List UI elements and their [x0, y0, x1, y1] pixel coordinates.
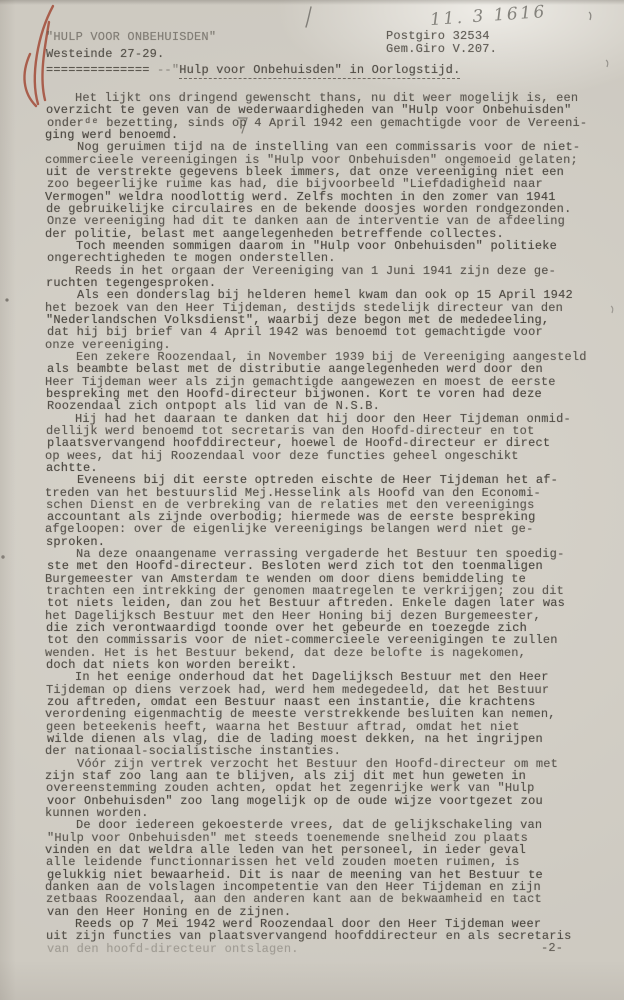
title-prefix: --" — [149, 63, 180, 77]
text-line: Reeds op 7 Mei 1942 werd Roozendaal door den Heer Tijdeman weer — [75, 916, 542, 931]
org-name: "HULP VOOR ONBEHUISDEN" — [46, 30, 217, 44]
postgiro-number: Postgiro 32534 — [386, 29, 490, 43]
text-line: uit zijn functies van plaatsvervangend hoofddirecteur en als secretaris — [46, 929, 572, 944]
text-line: In het eenige onderhoud dat het Dagelijksch Bestuur met den Heer — [75, 670, 549, 685]
text-line: geen beteekenis heeft, waarna het Bestuur aftrad, omdat het niet — [46, 719, 520, 734]
text-line: Als een donderslag bij helderen hemel kwam dan ook op 15 April 1942 — [77, 288, 573, 303]
text-line: treden van het bestuurslid Mej.Hesselink als Hoofd van den Economi- — [45, 485, 541, 500]
text-line: ruchten tegengesproken. — [46, 275, 217, 290]
text-line: Een zekere Roozendaal, in November 1939 bij de Vereeniging aangesteld — [76, 349, 587, 364]
text-line: Heer Tijdeman weer als zijn gemachtigde aangewezen en moest de eerste — [45, 374, 556, 389]
text-line: commercieele vereenigingen is "Hulp voor Onbehuisden" ongemoeid gelaten; — [45, 152, 578, 167]
text-line: Onze vereeniging had dit te danken aan de interventie van de afdeeling — [47, 214, 566, 229]
text-line: Nog geruimen tijd na de instelling van een commissaris voor de niet- — [77, 140, 581, 155]
text-line: zetbaas Roozendaal, aan den anderen kant aan de bekwaamheid en tact — [46, 892, 542, 907]
text-line: zijn staf zoo lang aan te blijven, als zij dit met hun geweten in — [45, 769, 527, 784]
text-line: van den Heer Honing en de zijnen. — [47, 904, 292, 919]
text-line: dellijk werd benoemd tot secretaris van den Hoofd-directeur en tot — [46, 423, 535, 438]
text-line: overzicht te geven van de wederwaardigheden van "Hulp voor Onbehuisden" — [46, 103, 572, 118]
text-line: accountant als zijnde overbodig; hiermede was de eerste bespreking — [47, 510, 536, 525]
text-line: der nationaal-socialistische instanties. — [45, 744, 342, 759]
gemgiro-number: Gem.Giro V.207. — [386, 42, 498, 56]
text-line: het Dagelijksch Bestuur met den Heer Honing bij dezen Burgemeester, — [45, 608, 541, 623]
speck-mark — [1, 555, 4, 558]
text-line: Roozendaal zich ontpopt als lid van de N.S.B. — [47, 399, 381, 414]
text-line: ste met den Hoofd-directeur. Besloten werd zich tot den toenmaligen — [47, 559, 543, 574]
text-line: plaatsvervangend hoofddirecteur, hoewel de Hoofd-directeur er direct — [47, 436, 551, 451]
text-line: die zich verontwaardigd toonde over het gebeurde en toezegde zich — [46, 621, 528, 636]
text-line: kunnen worden. — [45, 806, 149, 821]
text-line: "Nederlandschen Volksdienst", waarbij deze begon met de mededeeling, — [46, 312, 550, 327]
document-body — [46, 92, 602, 955]
speck-mark — [606, 60, 608, 67]
speck-mark — [589, 12, 591, 20]
text-line: als beambte belast met de distributie aangelegenheden werd door den — [47, 362, 543, 377]
text-line: Eveneens bij dit eerste optreden eischte de Heer Tijdeman het af- — [77, 473, 559, 488]
text-line: wenden. Het is het Bestuur bekend, dat deze belofte is nagekomen, — [45, 645, 527, 660]
text-line: der politie, belast met aangelegenheden betreffende collectes. — [45, 226, 504, 241]
org-address: Westeinde 27-29. — [46, 47, 165, 61]
text-line: bespreking met den Hoofd-directeur bijwonen. Kort te voren had deze — [46, 386, 542, 401]
text-line: Na deze onaangename verrassing vergaderde het Bestuur ten spoedig- — [76, 547, 565, 562]
text-line: op wees, dat hij Roozendaal voor deze functies geheel ongeschikt — [45, 448, 519, 463]
text-line: achtte. — [46, 460, 98, 475]
text-line: wilde dienen als vlag, die de lading moest dekken, na het ingrijpen — [47, 732, 543, 747]
text-line: doch dat niets kon worden bereikt. — [46, 658, 298, 673]
handwritten-number: 11. 3 1616 — [429, 1, 548, 31]
text-line: verordening eigenmachtig de meeste verstrekkende besluiten kan nemen, — [45, 707, 556, 722]
text-line: tot den commissaris voor de niet-commercieele vereenigingen te zullen — [47, 633, 558, 648]
text-line: gelukkig niet bewaarheid. Dit is naar de meening van het Bestuur te — [47, 867, 543, 882]
text-line: "Hulp voor Onbehuisden" met steeds toenemende snelheid zou plaats — [47, 830, 529, 845]
text-line: ongerechtigheden te mogen onderstellen. — [47, 251, 336, 266]
page-number: -2- — [541, 941, 564, 955]
text-line: Reeds in het orgaan der Vereeniging van 1 Juni 1941 zijn deze ge- — [75, 263, 557, 278]
text-line: ging werd benoemd. — [45, 127, 179, 142]
text-line: dat hij bij brief van 4 April 1942 was benoemd tot gemachtigde voor — [47, 325, 543, 340]
text-line: zou aftreden, omdat een Bestuur naast een instantie, die krachtens — [47, 695, 536, 710]
text-line: vinden en dat weldra alle leden van het personeel, in ieder geval — [45, 843, 527, 858]
text-line: Het lijkt ons dringend gewenscht thans, nu dit weer mogelijk is, een — [75, 91, 579, 105]
text-line: het bezoek van den Heer Tijdeman, destijds stedelijk directeur van den — [45, 300, 564, 315]
text-line: Burgemeester van Amsterdam te wenden om door diens bemiddeling te — [45, 571, 527, 586]
text-line: trachten een intrekking der genomen maatregelen te verkrijgen; zou dit — [46, 584, 565, 599]
speck-mark — [5, 298, 8, 301]
text-line: zoo begeerlijke ruime kas had, die bijvoorbeeld "Liefdadigheid naar — [47, 177, 543, 192]
separator-dashes: ============== — [46, 63, 150, 77]
text-line: uit de verstrekte gegevens bleek immers, dat onze vereeniging niet een — [46, 164, 565, 179]
text-line: Vermogen" weldra noodlottig werd. Zelfs mochten in den zomer van 1941 — [45, 189, 556, 204]
title-line — [46, 63, 460, 77]
text-line: Tijdeman op diens verzoek had, werd hem medegedeeld, dat het Bestuur — [46, 682, 550, 697]
text-line: alle leidende functionnarissen het veld zouden moeten ruimen, is — [46, 855, 520, 870]
text-line: voor Onbehuisden" zoo lang mogelijk op de oude wijze voortgezet zou — [47, 793, 543, 808]
text-line: De door iedereen gekoesterde vrees, dat de gelijkschakeling van — [76, 818, 543, 833]
text-line: van den hoofd-directeur ontslagen. — [47, 941, 299, 956]
document-title: Hulp voor Onbehuisden" in Oorlogstijd. — [179, 63, 461, 77]
text-line: de gebruikelijke circulaires en de bekende doosjes worden rondgezonden. — [46, 201, 572, 216]
text-line: schen Dienst en de verbreking van de relaties met den vereenigings — [46, 497, 535, 512]
text-line: tot niets leiden, dan zou het Bestuur aftreden. Enkele dagen later was — [47, 596, 566, 611]
text-line: sproken. — [46, 534, 106, 549]
text-line: onze vereeniging. — [45, 337, 171, 352]
text-line: afgeloopen: over de eigenlijke vereenigings belangen werd niet ge- — [45, 522, 534, 537]
text-line: onderᵈᵉ bezetting, sinds op 4 April 1942 een gemachtigde voor de Vereeni- — [47, 115, 588, 130]
speck-mark — [611, 306, 613, 313]
text-line: Hij had het daaraan te danken dat hij door den Heer Tijdeman onmid- — [75, 411, 571, 426]
text-line: Vóór zijn vertrek verzocht het Bestuur den Hoofd-directeur om met — [77, 756, 559, 771]
text-line: overeenstemming zouden achten, opdat het zegenrijke werk van "Hulp — [46, 781, 535, 796]
text-line: Toch meenden sommigen daarom in "Hulp voor Onbehuisden" politieke — [76, 238, 558, 253]
text-line: danken aan de volslagen incompetentie van den Heer Tijdeman en zijn — [45, 880, 541, 894]
stray-tick-mark — [306, 7, 311, 27]
